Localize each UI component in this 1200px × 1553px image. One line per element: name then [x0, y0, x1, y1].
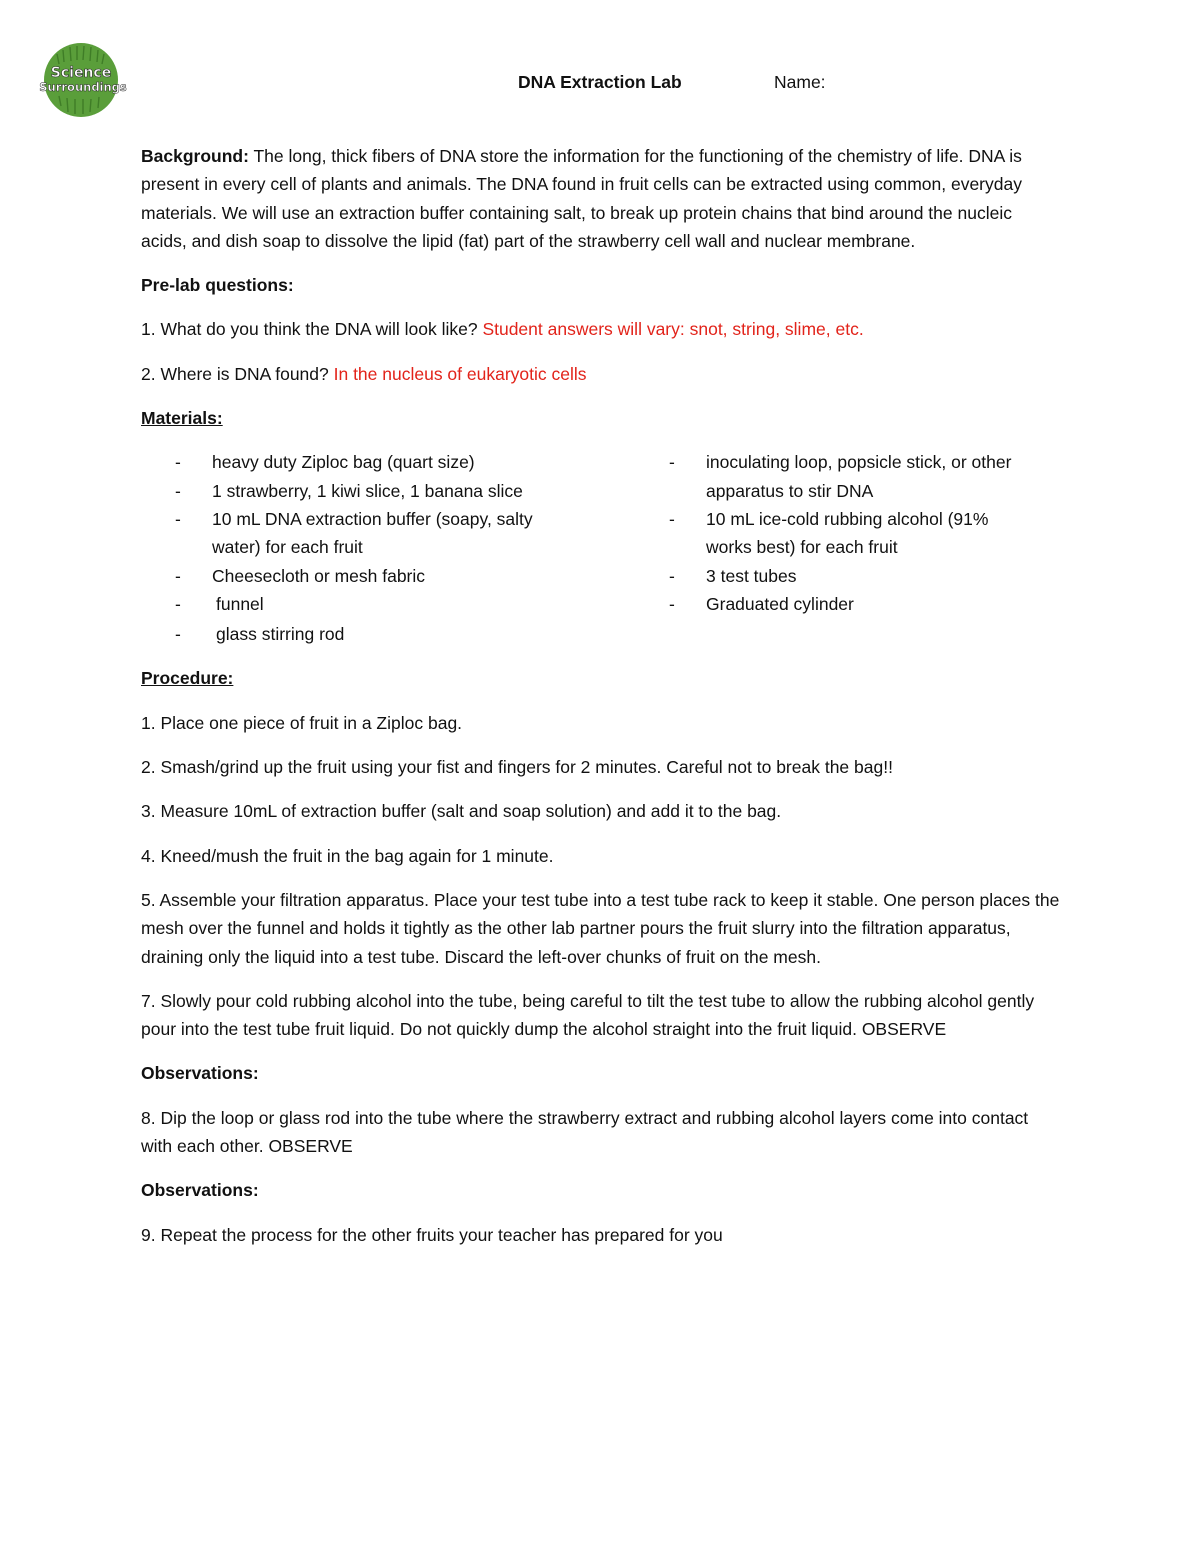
prelab-heading: Pre-lab questions: [141, 275, 294, 296]
materials-list [141, 448, 1061, 648]
prelab-question-1 [141, 315, 1061, 343]
step-number: 1. [141, 712, 156, 733]
list-item [635, 448, 1035, 505]
list-item-text: 10 mL DNA extraction buffer (soapy, salty water) for each fruit [212, 508, 533, 558]
background-label: Background: [141, 146, 249, 166]
answer-text: Student answers will vary: snot, string, slime, etc. [482, 319, 864, 340]
materials-left-column [141, 448, 635, 648]
list-item: - 3 test tubes [635, 562, 1035, 590]
list-item: - Graduated cylinder [635, 590, 1035, 618]
procedure-step [141, 987, 1061, 1044]
list-item-text: 10 mL ice-cold rubbing alcohol (91% works best) for each fruit [706, 508, 989, 558]
observations-heading: Observations: [141, 1063, 259, 1084]
list-item-text: inoculating loop, popsicle stick, or other apparatus to stir DNA [706, 452, 1012, 501]
step-number: 3. [141, 801, 156, 822]
procedure-step [141, 797, 1061, 825]
document-header [0, 72, 1200, 100]
observations-heading: Observations: [141, 1180, 259, 1201]
step-text: Assemble your filtration apparatus. Place your test tube into a test tube rack to keep it stable. One person places the mesh over the funnel and holds it tightly as the other lab partner pours the fruit slurry into the filtration apparatus, draining only the liquid into a test tube. Discard the left-over chunks of fruit on the mesh. [141, 889, 1060, 967]
list-item: - heavy duty Ziploc bag (quart size) [141, 448, 635, 476]
procedure-heading: Procedure: [141, 668, 234, 689]
question-number: 1. [141, 319, 156, 340]
procedure-step [141, 886, 1061, 971]
step-number: 7. [141, 990, 156, 1011]
list-item: - 1 strawberry, 1 kiwi slice, 1 banana slice [141, 477, 635, 505]
materials-heading: Materials: [141, 408, 223, 429]
page-title: DNA Extraction Lab [518, 72, 682, 92]
list-item [635, 505, 1035, 562]
list-item [141, 620, 635, 648]
step-text: Repeat the process for the other fruits your teacher has prepared for you [155, 1224, 723, 1245]
answer-text: In the nucleus of eukaryotic cells [333, 363, 587, 384]
lab-content [141, 142, 1061, 1265]
step-text: Measure 10mL of extraction buffer (salt and soap solution) and add it to the bag. [155, 801, 782, 822]
svg-text:Science: Science [50, 65, 112, 81]
prelab-question-2 [141, 360, 1061, 388]
list-item-text: glass stirring rod [216, 624, 345, 645]
svg-text:Surroundings: Surroundings [39, 80, 127, 94]
list-item [141, 505, 635, 562]
procedure-step [141, 1104, 1061, 1161]
step-number: 4. [141, 845, 156, 866]
question-text: What do you think the DNA will look like? [155, 319, 483, 340]
name-label: Name: [774, 72, 826, 92]
step-number: 5. [141, 889, 156, 910]
procedure-step [141, 709, 1061, 737]
step-text: Place one piece of fruit in a Ziploc bag. [155, 712, 463, 733]
step-number: 8. [141, 1107, 156, 1128]
materials-right-column [635, 448, 1035, 648]
procedure-step [141, 1221, 1061, 1249]
step-number: 2. [141, 757, 156, 778]
step-text: Slowly pour cold rubbing alcohol into the tube, being careful to tilt the test tube to allow the rubbing alcohol gently pour into the test tube fruit liquid. Do not quickly dump the alcohol straight into the fruit liquid. OBSERVE [141, 990, 1035, 1040]
procedure-step [141, 842, 1061, 870]
procedure-step [141, 753, 1061, 781]
step-text: Smash/grind up the fruit using your fist and fingers for 2 minutes. Careful not to break the bag!! [155, 757, 893, 778]
list-item: - Cheesecloth or mesh fabric [141, 562, 635, 590]
step-text: Kneed/mush the fruit in the bag again for 1 minute. [155, 845, 554, 866]
step-text: Dip the loop or glass rod into the tube where the strawberry extract and rubbing alcohol layers come into contact with each other. OBSERVE [141, 1107, 1029, 1157]
question-number: 2. [141, 363, 156, 384]
step-number: 9. [141, 1224, 156, 1245]
background-paragraph [141, 142, 1061, 255]
question-text: Where is DNA found? [155, 363, 334, 384]
background-text: The long, thick fibers of DNA store the information for the functioning of the chemistry of life. DNA is present in every cell of plants and animals. The DNA found in fruit cells can be extracted using common, everyday materials. We will use an extraction buffer containing salt, to break up protein chains that bind around the nucleic acids, and dish soap to dissolve the lipid (fat) part of the strawberry cell wall and nuclear membrane. [141, 146, 1022, 251]
list-item-text: funnel [216, 593, 264, 614]
list-item [141, 590, 635, 618]
